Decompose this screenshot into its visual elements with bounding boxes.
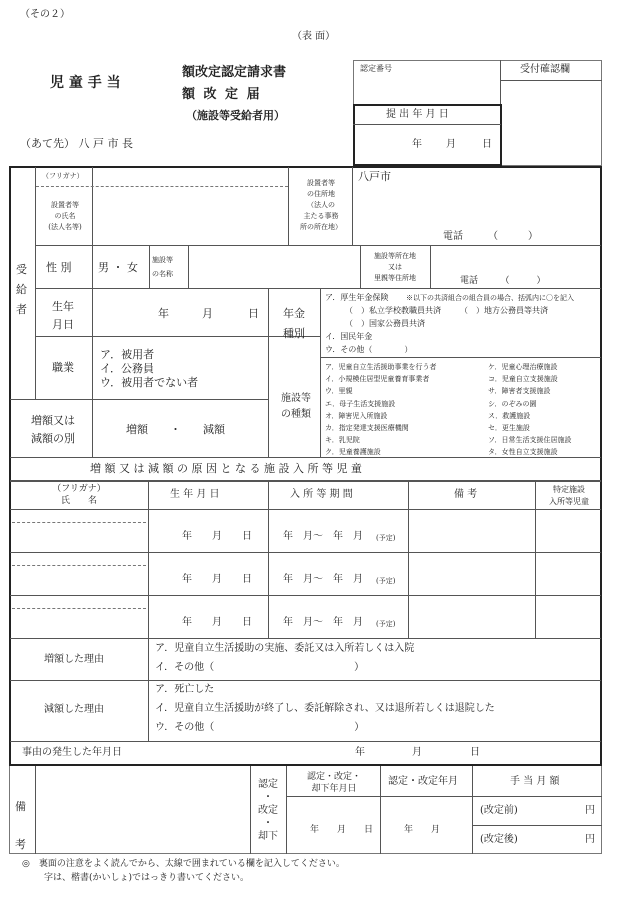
monthly-amount-label: 手 当 月 額 bbox=[510, 776, 560, 787]
pension-option-b[interactable]: イ．国民年金 bbox=[325, 332, 373, 341]
installer-name-label: 設置者等 の氏名 (法人名等) bbox=[48, 201, 82, 231]
page-number: （その２） bbox=[20, 9, 70, 20]
form-subtitle: （施設等受給者用） bbox=[186, 109, 285, 122]
birth-day[interactable]: 日 bbox=[248, 307, 259, 320]
facility-name-input[interactable] bbox=[189, 246, 359, 287]
pension-option-national[interactable]: （ ）国家公務員共済 bbox=[345, 319, 425, 328]
amount-before-label: (改定前) bbox=[480, 805, 518, 816]
event-date-label: 事由の発生した年月日 bbox=[22, 747, 122, 758]
amount-before-yen: 円 bbox=[585, 805, 595, 816]
children-section-title: 増 額 又 は 減 額 の 原 因 と な る 施 設 入 所 等 児 童 bbox=[90, 462, 362, 475]
installer-address-label: 設置者等 の住所地 （法人の 主たる事務 所の所在地） bbox=[300, 179, 342, 231]
submission-month: 月 bbox=[446, 139, 456, 150]
birth-month[interactable]: 月 bbox=[202, 307, 213, 320]
occupation-label: 職業 bbox=[52, 361, 74, 374]
receipt-check-label: 受付確認欄 bbox=[520, 64, 570, 75]
child2-birth[interactable]: 年 月 日 bbox=[182, 574, 252, 585]
child2-period-note: (予定) bbox=[376, 577, 396, 585]
form-title-2: 額 改 定 届 bbox=[182, 87, 262, 102]
event-month[interactable]: 月 bbox=[412, 747, 422, 758]
amount-after-yen: 円 bbox=[585, 834, 595, 845]
increase-reason-label: 増額した理由 bbox=[44, 654, 104, 665]
facility-types-left[interactable]: ア．児童自立生活援助事業を行う者 イ．小規模住居型児童養育事業者 ウ．里親 エ．母子生活支援施設 オ．障害児入所施設 カ．指定発達支援医療機関 キ．乳児院 ク．児童養護施設 bbox=[325, 363, 437, 457]
revision-ym-label: 認定・改定年月 bbox=[388, 776, 458, 787]
submission-day: 日 bbox=[482, 139, 492, 150]
col-birth-header: 生 年 月 日 bbox=[170, 489, 220, 500]
facility-phone[interactable]: 電話 （ ） bbox=[460, 276, 546, 286]
child1-period-note: (予定) bbox=[376, 534, 396, 542]
revision-ym-value: 年 月 bbox=[404, 825, 441, 835]
col-remarks-header: 備 考 bbox=[454, 489, 478, 500]
event-year[interactable]: 年 bbox=[355, 747, 365, 758]
birthdate-label: 生年 月日 bbox=[52, 300, 74, 331]
birth-year[interactable]: 年 bbox=[158, 307, 169, 320]
col-special-header: 特定施設 入所等児童 bbox=[549, 485, 589, 506]
child3-birth[interactable]: 年 月 日 bbox=[182, 617, 252, 628]
facility-type-label: 施設等 の種類 bbox=[281, 393, 311, 420]
pension-option-private-school[interactable]: （ ）私立学校教職員共済 bbox=[345, 306, 441, 315]
pension-note: ※以下の共済組合の組合員の場合、括弧内に〇を記入 bbox=[406, 294, 574, 302]
installer-phone[interactable]: 電話 （ ） bbox=[443, 231, 538, 242]
child3-period[interactable]: 年 月～ 年 月 bbox=[283, 617, 363, 628]
footer-note-1: ◎ 裏面の注意をよく読んでから、太線で囲まれている欄を記入してください。 bbox=[22, 859, 345, 869]
installer-name-input[interactable] bbox=[93, 187, 288, 244]
decision-date-value: 年 月 日 bbox=[310, 825, 374, 835]
side-label: （表 面） bbox=[292, 31, 336, 42]
decision-date-label: 認定・改定・ 却下年月日 bbox=[306, 772, 361, 794]
decision-label: 認定 ・ 改定 ・ 却下 bbox=[258, 779, 278, 842]
col-period-header: 入 所 等 期 間 bbox=[290, 489, 353, 500]
occupation-options[interactable]: ア．被用者 イ．公務員 ウ．被用者でない者 bbox=[100, 348, 199, 389]
decrease-reason-a[interactable]: ア．死亡した bbox=[155, 684, 215, 695]
pension-option-local[interactable]: （ ）地方公務員等共済 bbox=[460, 306, 548, 315]
footer-note-2: 字は、楷書(かいしょ)ではっきり書いてください。 bbox=[44, 873, 250, 883]
decrease-reason-b[interactable]: イ．児童自立生活援助が終了し、委託解除され、又は退所若しくは退院した bbox=[155, 703, 495, 714]
installer-address-value[interactable]: 八戸市 bbox=[358, 170, 391, 183]
remarks-label: 備 考 bbox=[15, 800, 26, 851]
child2-period[interactable]: 年 月～ 年 月 bbox=[283, 574, 363, 585]
increase-reason-b[interactable]: イ．その他（ ） bbox=[155, 662, 365, 673]
change-type-choice[interactable]: 増額 ・ 減額 bbox=[126, 423, 225, 436]
decrease-reason-c[interactable]: ウ．その他（ ） bbox=[155, 722, 365, 733]
child3-period-note: (予定) bbox=[376, 620, 396, 628]
addressee: （あて先） 八 戸 市 長 bbox=[20, 137, 133, 150]
sex-label: 性 別 bbox=[46, 261, 72, 274]
sex-choice[interactable]: 男 ・ 女 bbox=[98, 261, 138, 274]
recipient-section-label: 受 給 者 bbox=[16, 263, 27, 316]
submission-date-label: 提 出 年 月 日 bbox=[386, 109, 449, 120]
increase-reason-a[interactable]: ア．児童自立生活援助の実施、委託又は入所若しくは入院 bbox=[155, 643, 415, 654]
form-title-1: 額改定認定請求書 bbox=[182, 65, 287, 80]
child1-period[interactable]: 年 月～ 年 月 bbox=[283, 531, 363, 542]
amount-after-label: (改定後) bbox=[480, 834, 518, 845]
col-name-header: （フリガナ） 氏 名 bbox=[52, 484, 106, 506]
submission-year: 年 bbox=[412, 139, 422, 150]
certification-number-label: 認定番号 bbox=[360, 64, 392, 73]
event-day[interactable]: 日 bbox=[470, 747, 480, 758]
furigana-label: （フリガナ） bbox=[42, 172, 84, 180]
pension-type-label: 年金 種別 bbox=[283, 307, 305, 340]
child1-birth[interactable]: 年 月 日 bbox=[182, 531, 252, 542]
decrease-reason-label: 減額した理由 bbox=[44, 704, 104, 715]
change-type-label: 増額又は 減額の別 bbox=[31, 414, 75, 445]
facility-name-label: 施設等 の名称 bbox=[152, 256, 173, 278]
pension-option-c[interactable]: ウ．その他（ ） bbox=[325, 345, 413, 354]
facility-address-label: 施設等所在地 又は 里親等住所地 bbox=[374, 252, 416, 282]
facility-types-right[interactable]: ケ．児童心理治療施設 コ．児童自立支援施設 サ．障害者支援施設 シ．のぞみの園 ス．救護施設 セ．更生施設 ソ．日常生活支援住居施設 タ．女性自立支援施設 bbox=[488, 363, 572, 457]
pension-option-a[interactable]: ア．厚生年金保険 bbox=[325, 293, 389, 302]
allowance-title: 児 童 手 当 bbox=[50, 75, 121, 91]
